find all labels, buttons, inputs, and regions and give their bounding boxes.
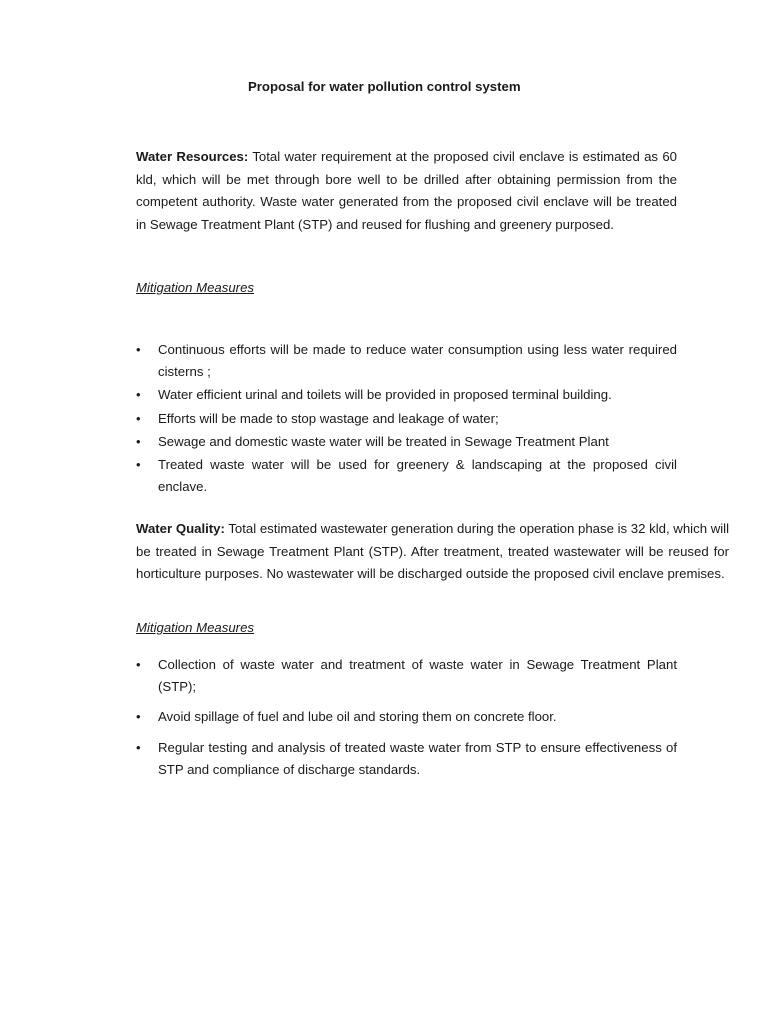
bullet-icon: • [136,410,141,426]
list-item-text: Collection of waste water and treatment of waste water in Sewage Treatment Plant (STP); [158,657,677,695]
mitigation-list-1 [136,339,677,499]
list-item [136,408,677,430]
list-item-text: Continuous efforts will be made to reduce water consumption using less water required cisterns ; [158,342,677,380]
water-quality-text: Total estimated wastewater generation during the operation phase is 32 kld, which will be treated in Sewage Treatment Plant (STP). After treatment, treated wastewater will be reused for horticulture purposes. No wastewater will be discharged outside the proposed civil enclave premises. [136,521,730,582]
list-item-text: Water efficient urinal and toilets will be provided in proposed terminal building. [158,387,612,403]
list-item [136,384,677,406]
water-resources-text: Total water requirement at the proposed civil enclave is estimated as 60 kld, which will be met through bore well to be drilled after obtaining permission from the competent authority. Waste water generated from the proposed civil enclave will be treated in Sewage Treatment Plant (STP) and reused for flushing and greenery purposed. [136,149,677,232]
bullet-icon: • [136,433,141,449]
mitigation-measures-heading-2: Mitigation Measures [136,620,255,635]
list-item [136,454,677,498]
list-item-text: Treated waste water will be used for greenery & landscaping at the proposed civil enclave. [158,457,677,495]
list-item-text: Avoid spillage of fuel and lube oil and storing them on concrete floor. [158,709,557,725]
mitigation-list-2 [136,654,677,789]
bullet-icon: • [136,709,141,725]
water-resources-paragraph [136,146,677,236]
list-item-text: Regular testing and analysis of treated waste water from STP to ensure effectiveness of STP and compliance of discharge standards. [158,739,677,777]
list-item [136,737,677,781]
list-item [136,706,677,728]
list-item-text: Sewage and domestic waste water will be treated in Sewage Treatment Plant [158,433,609,449]
bullet-icon: • [136,457,141,473]
water-quality-label: Water Quality: [136,521,225,536]
water-resources-label: Water Resources: [136,149,249,164]
list-item-text: Efforts will be made to stop wastage and leakage of water; [158,410,499,426]
list-item [136,339,677,383]
bullet-icon: • [136,342,141,357]
mitigation-measures-heading-1: Mitigation Measures [136,280,255,295]
bullet-icon: • [136,739,141,755]
water-quality-paragraph [136,518,729,586]
page-title: Proposal for water pollution control system [248,79,521,94]
list-item [136,654,677,698]
bullet-icon: • [136,657,141,672]
list-item [136,431,677,453]
bullet-icon: • [136,387,141,403]
